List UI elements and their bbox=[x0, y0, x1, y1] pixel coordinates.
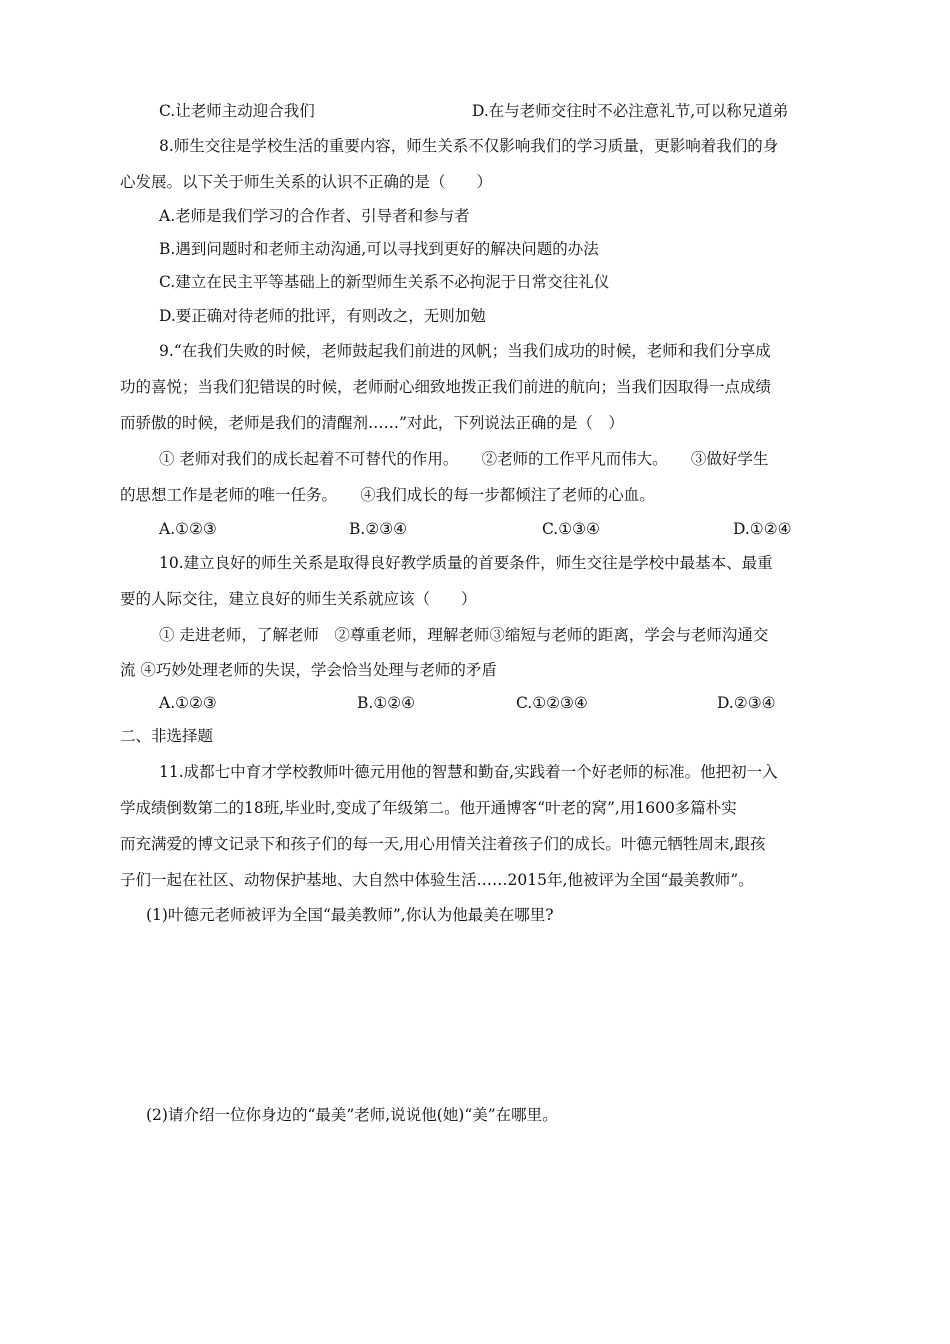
q7-option-c: C.让老师主动迎合我们 bbox=[159, 102, 315, 120]
q11-para-line2: 学成绩倒数第二的18班,毕业时,变成了年级第二。他开通博客“叶老的窝”,用1600多篇朴实 bbox=[120, 799, 737, 817]
q10-stem-line1: 10.建立良好的师生关系是取得良好教学质量的首要条件，师生交往是学校中最基本、最重 bbox=[159, 554, 773, 572]
q8-stem-line2: 心发展。以下关于师生关系的认识不正确的是（ ） bbox=[120, 173, 493, 191]
q11-subquestion-1: (1)叶德元老师被评为全国“最美教师”,你认为他最美在哪里? bbox=[146, 906, 554, 924]
q9-stem-line2: 功的喜悦；当我们犯错误的时候，老师耐心细致地拨正我们前进的航向；当我们因取得一点成绩 bbox=[120, 378, 772, 396]
q9-items-line1: ① 老师对我们的成长起着不可替代的作用。 ②老师的工作平凡而伟大。 ③做好学生 bbox=[159, 450, 769, 468]
section-heading-non-choice: 二、非选择题 bbox=[120, 727, 214, 745]
q11-para-line4: 子们一起在社区、动物保护基地、大自然中体验生活……2015年,他被评为全国“最美教师”。 bbox=[120, 871, 754, 889]
q9-items-line2: 的思想工作是老师的唯一任务。 ④我们成长的每一步都倾注了老师的心血。 bbox=[120, 486, 655, 504]
q8-option-c: C.建立在民主平等基础上的新型师生关系不必拘泥于日常交往礼仪 bbox=[159, 273, 610, 291]
q11-para-line3: 而充满爱的博文记录下和孩子们的每一天,用心用情关注着孩子们的成长。叶德元牺牲周末,跟孩 bbox=[120, 835, 766, 853]
q10-items-line1: ① 走进老师，了解老师 ②尊重老师，理解老师③缩短与老师的距离，学会与老师沟通交 bbox=[159, 626, 769, 644]
q9-option-b: B.②③④ bbox=[349, 520, 408, 538]
q8-option-b: B.遇到问题时和老师主动沟通,可以寻找到更好的解决问题的办法 bbox=[159, 240, 599, 258]
q8-option-a: A.老师是我们学习的合作者、引导者和参与者 bbox=[159, 207, 470, 225]
q9-option-a: A.①②③ bbox=[159, 520, 217, 538]
q11-subquestion-2: (2)请介绍一位你身边的“最美”老师,说说他(她)“美”在哪里。 bbox=[146, 1106, 558, 1124]
q10-items-line2: 流 ④巧妙处理老师的失误，学会恰当处理与老师的矛盾 bbox=[120, 661, 497, 679]
q10-option-c: C.①②③④ bbox=[516, 694, 588, 712]
q9-stem-line1: 9.“在我们失败的时候，老师鼓起我们前进的风帆；当我们成功的时候，老师和我们分享成 bbox=[159, 342, 771, 360]
q10-option-b: B.①②④ bbox=[357, 694, 416, 712]
q8-option-d: D.要正确对待老师的批评，有则改之，无则加勉 bbox=[159, 307, 486, 325]
q10-stem-line2: 要的人际交往，建立良好的师生关系就应该（ ） bbox=[120, 590, 477, 608]
q9-option-c: C.①③④ bbox=[542, 520, 600, 538]
q9-option-d: D.①②④ bbox=[733, 520, 792, 538]
q10-option-a: A.①②③ bbox=[159, 694, 217, 712]
q8-stem-line1: 8.师生交往是学校生活的重要内容，师生关系不仅影响我们的学习质量，更影响着我们的身 bbox=[159, 137, 779, 155]
q10-option-d: D.②③④ bbox=[717, 694, 776, 712]
q9-stem-line3: 而骄傲的时候，老师是我们的清醒剂……”对此，下列说法正确的是（ ） bbox=[120, 414, 624, 432]
q7-option-d: D.在与老师交往时不必注意礼节,可以称兄道弟 bbox=[472, 102, 789, 120]
q11-para-line1: 11.成都七中育才学校教师叶德元用他的智慧和勤奋,实践着一个好老师的标准。他把初一入 bbox=[159, 763, 778, 781]
